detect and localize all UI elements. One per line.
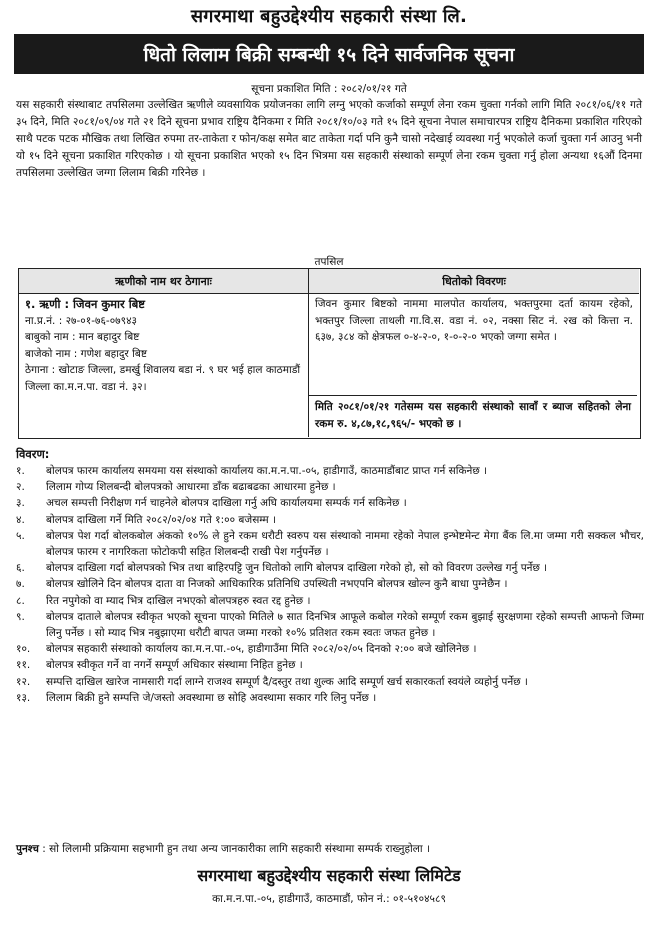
term-text: बोलपत्र फारम कार्यालय समयमा यस संस्थाको कार्यालय का.म.न.पा.-०५, हाडीगाउँ, काठमाडौंबाट प्राप्त गर्न सकिनेछ ।: [46, 465, 488, 477]
term-number: ५.: [16, 529, 25, 542]
collateral-description: जिवन कुमार बिष्टको नाममा मालपोत कार्यालय, भक्तपुरमा दर्ता कायम रहेको, भक्तपुर जिल्ला ताथली गा.वि.स. वडा नं. ०२, नक्सा सिट नं. २ख को कित्ता न. ६३७, ३८४ को क्षेत्रफल ०-४-२-०, १-०-२-० भएको जग्गा समेत ।: [315, 298, 633, 343]
term-item: [16, 528, 644, 560]
term-number: ७.: [16, 578, 25, 591]
terms-list: [16, 463, 644, 706]
term-item: [16, 495, 644, 511]
footer-address: का.म.न.पा.-०५, हाडीगाउँ, काठमाडौं, फोन नं.: ०१-५१०४५८९: [212, 893, 446, 905]
term-text: अचल सम्पत्ती निरीक्षण गर्न चाहनेले बोलपत्र दाखिला गर्नु अघि कार्यालयमा सम्पर्क गर्न सकिनेछ ।: [46, 497, 407, 510]
term-item: [16, 560, 644, 576]
term-item: [16, 463, 644, 479]
term-item: [16, 641, 644, 657]
footer-organization-name: सगरमाथा बहुउद्देश्यीय सहकारी संस्था लिमिटेड: [197, 866, 461, 885]
notice-title-banner: धितो लिलाम बिक्री सम्बन्धी १५ दिने सार्वजनिक सूचना: [14, 34, 644, 74]
collateral-column-header: धितोको विवरणः: [309, 269, 639, 294]
term-item: [16, 657, 644, 673]
term-item: [16, 674, 644, 690]
term-text: बोलपत्र खोलिने दिन बोलपत्र दाता वा निजको आधिकारिक प्रतिनिधि उपस्थिती नभएपनि बोलपत्र खोल्न कुनै बाधा पुग्नेछैन ।: [46, 578, 508, 591]
due-amount: मिति २०८१/०१/२१ गतेसम्म यस सहकारी संस्थाको सावाँ र ब्याज सहितको लेना रकम रु. ४,८७,१८,९६५/- भएको छ ।: [309, 395, 637, 437]
term-item: [16, 479, 644, 495]
collateral-details: [309, 294, 639, 437]
term-text: लिलाम बिक्री हुने सम्पत्ति जे/जस्तो अवस्थामा छ सोहि अवस्थामा सकार गरि लिनु पर्नेछ ।: [46, 691, 377, 704]
term-number: ९.: [16, 610, 25, 623]
debtor-details: [19, 294, 309, 437]
term-number: २.: [16, 481, 25, 494]
grandfather-name: बाजेको नाम : गणेश बहादुर बिष्ट: [25, 347, 147, 360]
term-text: बोलपत्र स्वीकृत गर्ने वा नगर्ने सम्पूर्ण अधिकार संस्थामा निहित हुनेछ ।: [46, 659, 303, 672]
debtor-name: १. ऋणी : जिवन कुमार बिष्ट: [25, 297, 146, 311]
debtor-address: ठेगाना : खोटाङ जिल्ला, डमर्खु शिवालय बडा नं. ९ घर भई हाल काठमाडौं जिल्ला का.म.न.पा. वडा नं. ३२।: [25, 364, 301, 393]
father-name: बाबुको नाम : मान बहादुर बिष्ट: [25, 331, 140, 343]
term-item: [16, 593, 644, 609]
postscript-label: पुनश्च: [16, 843, 39, 855]
term-text: बोलपत्र पेश गर्दा बोलकबोल अंकको १०% ले हुने रकम धरौटी स्वरुप यस संस्थाको नाममा रहेको नेपाल इन्भेष्टमेन्ट मेगा बैंक लि.मा जम्मा गरी सक्कल भौचर, बोलपत्र फारम र नागरिकता फोटोकपी सहित शिलबन्दी राखी पेश गर्नुपर्नेछ ।: [46, 529, 644, 559]
details-table: [18, 268, 641, 439]
term-number: १३.: [16, 691, 31, 704]
term-item: [16, 690, 644, 706]
term-number: ८.: [16, 594, 25, 607]
postscript-text: : सो लिलामी प्रक्रियामा सहभागी हुन तथा अन्य जानकारीका लागि सहकारी संस्थामा सम्पर्क राख्नुहोला ।: [42, 843, 430, 855]
term-number: ६.: [16, 562, 25, 575]
term-number: ४.: [16, 513, 25, 526]
term-number: १.: [16, 465, 25, 477]
term-text: बोलपत्र दाखिला गर्दा बोलपत्रको भित्र तथा बाहिरपट्टि जुन धितोको लागि बोलपत्र दाखिला गरेको हो, सो को विवरण उल्लेख गर्नु पर्नेछ ।: [46, 562, 548, 575]
term-number: १२.: [16, 675, 31, 688]
organization-title: सगरमाथा बहुउद्देश्यीय सहकारी संस्था लि.: [190, 6, 468, 27]
term-item: [16, 609, 644, 641]
term-item: [16, 576, 644, 592]
term-text: बोलपत्र दाखिला गर्ने मिति २०८२/०२/०४ गते १:०० बजेसम्म ।: [46, 513, 277, 526]
term-number: ११.: [16, 659, 31, 672]
debtor-column-header: ऋणीको नाम थर ठेगानाः: [19, 269, 309, 294]
term-number: १०.: [16, 643, 31, 656]
term-text: लिलाम गोप्य शिलबन्दी बोलपत्रको आधारमा डाँक बढाबढका आधारमा हुनेछ ।: [46, 481, 336, 494]
term-item: [16, 512, 644, 528]
intro-paragraph: यस सहकारी संस्थाबाट तपसिलमा उल्लेखित ऋणीले व्यवसायिक प्रयोजनका लागि लग्नु भएको कर्जाको सम्पूर्ण लेना रकम चुक्ता गर्नको लागि मिति २०८१/०६/११ गते ३५ दिने, मिति २०८१/०९/०४ गते २१ दिने सूचना प्रभाव राष्ट्रिय दैनिकमा र मिति २०८१/१०/०३ गते १५ दिने सूचना नेपाल समाचारपत्र राष्ट्रिय दैनिकमा प्रकाशित गरिएको साथै पटक पटक मौखिक तथा लिखित रुपमा तर-ताकेता र फोन/कक्ष समेत बाट ताकेता गर्दा पनि कुनै चासो नदेखाई व्यवस्था गर्नु भएकोले कर्जा चुक्ता गर्न आउनु भनी यो १५ दिने सूचना प्रकाशित गरिएकोछ । यो सूचना प्रकाशित भएको १५ दिन भित्रमा यस सहकारी संस्थाको सम्पूर्ण लेना रकम चुक्ता गर्नु होला अन्यथा १६औं दिनमा तपसिलमा उल्लेखित जग्गा लिलाम बिक्री गरिनेछ ।: [16, 99, 642, 179]
term-number: ३.: [16, 497, 25, 510]
postscript: [16, 842, 644, 856]
terms-heading: विवरण:: [16, 447, 50, 461]
term-text: रित नपुगेको वा म्याद भित्र दाखिल नभएको बोलपत्रहरु स्वत रद्द हुनेछ ।: [46, 594, 311, 607]
term-text: सम्पत्ति दाखिल खारेज नामसारी गर्दा लाग्ने राजश्व सम्पूर्ण दै/दस्तुर तथा शुल्क आदि सम्पूर्ण खर्च सकारकर्ता स्वयंले व्यहोर्नु पर्नेछ ।: [46, 675, 528, 688]
term-text: बोलपत्र दाताले बोलपत्र स्वीकृत भएको सूचना पाएको मितिले ७ सात दिनभित्र आफूले कबोल गरेको सम्पूर्ण रकम बुझाई सुरक्षणमा रहेको सम्पत्ती आफनो जिम्मा लिनु पर्नेछ । सो म्याद भित्र नबुझाएमा धरौटी बापत जम्मा गरको १०% प्रतिशत रकम स्वतः जफत हुनेछ ।: [46, 610, 644, 640]
publish-date: सूचना प्रकाशित मिति : २०८२/०१/२१ गते: [251, 83, 407, 95]
citizenship-number: ना.प्र.नं. : २७-०१-७६-०७९४३: [25, 314, 138, 327]
term-text: बोलपत्र सहकारी संस्थाको कार्यालय का.म.न.पा.-०५, हाडीगाउँमा मिति २०८२/०२/०५ दिनको २:०० बजे खोलिनेछ ।: [46, 643, 477, 656]
tapsil-heading: तपसिल: [314, 256, 344, 268]
